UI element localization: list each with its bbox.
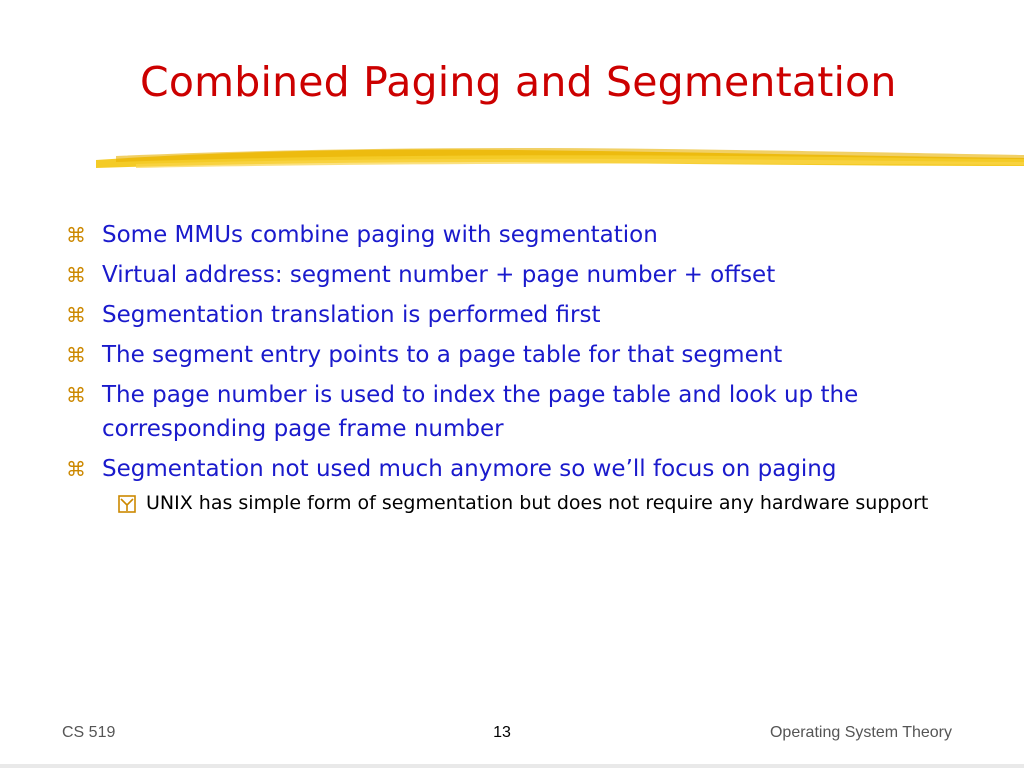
command-key-bullet-icon: ⌘ xyxy=(66,263,86,287)
sub-bullet-item xyxy=(62,488,1002,518)
bottom-divider xyxy=(0,764,1024,768)
footer-course: CS 519 xyxy=(62,724,116,741)
title-underline-brush-stroke xyxy=(96,138,1024,178)
command-key-bullet-icon: ⌘ xyxy=(66,223,86,247)
bullet-list xyxy=(62,218,1002,518)
command-key-bullet-icon: ⌘ xyxy=(66,343,86,367)
bullet-text: The page number is used to index the page table and look up the corresponding page frame number xyxy=(102,382,859,442)
bullet-text: Segmentation translation is performed first xyxy=(102,302,601,328)
sub-bullet-text: UNIX has simple form of segmentation but does not require any hardware support xyxy=(146,492,929,514)
checkbox-bullet-icon xyxy=(118,495,136,513)
command-key-bullet-icon: ⌘ xyxy=(66,383,86,407)
bullet-item xyxy=(62,298,1002,332)
bullet-item xyxy=(62,378,1002,446)
bullet-item xyxy=(62,338,1002,372)
bullet-text: Segmentation not used much anymore so we’ll focus on paging xyxy=(102,456,837,482)
bullet-text: Some MMUs combine paging with segmentation xyxy=(102,222,658,248)
bullet-text: The segment entry points to a page table for that segment xyxy=(102,342,783,368)
footer-page-number: 13 xyxy=(493,724,511,741)
bullet-item xyxy=(62,218,1002,252)
footer-course-title: Operating System Theory xyxy=(769,724,952,741)
bullet-item xyxy=(62,452,1002,486)
slide-title: Combined Paging and Segmentation xyxy=(140,58,897,106)
bullet-text: Virtual address: segment number + page number + offset xyxy=(102,262,776,288)
bullet-item xyxy=(62,258,1002,292)
command-key-bullet-icon: ⌘ xyxy=(66,457,86,481)
command-key-bullet-icon: ⌘ xyxy=(66,303,86,327)
